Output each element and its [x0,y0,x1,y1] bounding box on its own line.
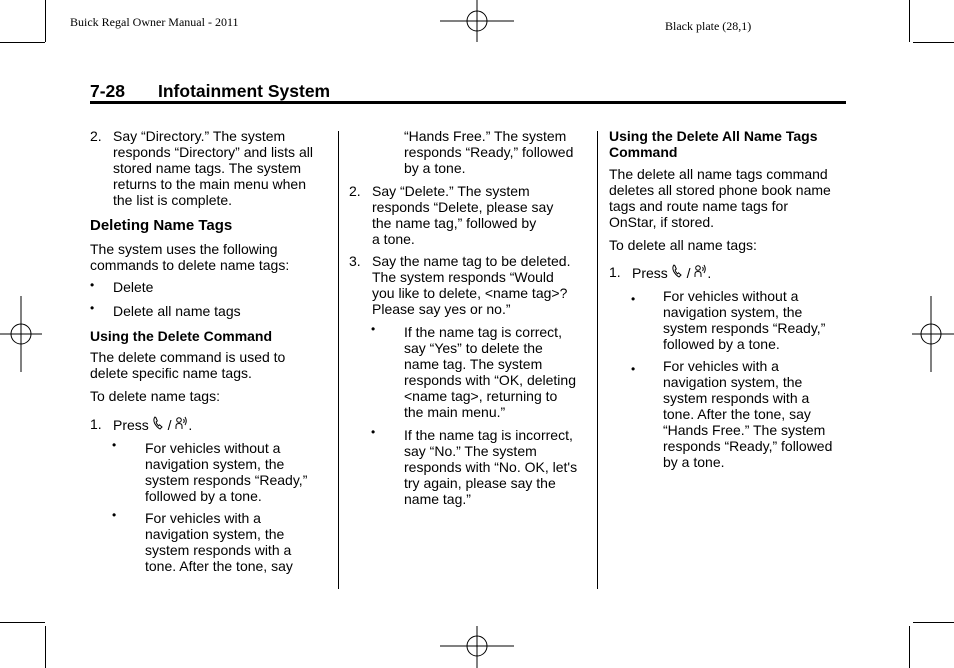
step-number: 3. [349,253,361,269]
bullet-dot: • [631,292,636,306]
step-text: Press / . [632,265,712,281]
registration-mark-right [909,296,954,372]
continued-text: “Hands Free.” The system responds “Ready,” followed by a tone. [404,128,574,176]
intro-paragraph: The system uses the following commands to delete name tags: [90,241,290,273]
paragraph: To delete name tags: [90,388,220,404]
registration-mark-top [440,0,516,42]
crop-mark [0,622,45,623]
crop-mark [909,626,910,668]
list-item: For vehicles with a navigation system, the system responds with a tone. After the tone, say “Hands Free.” The system responds “Ready,” followed by a tone. [663,358,833,470]
bullet-dot: • [112,508,117,522]
list-item: For vehicles without a navigation system, the system responds “Ready,” followed by a tone. [663,288,826,352]
section-title: Infotainment System [158,81,331,101]
list-item: Delete all name tags [113,303,241,319]
voice-icon [175,416,188,430]
bullet-dot: • [90,278,95,292]
bullet-dot: • [631,362,636,376]
bullet-dot: • [112,438,117,452]
crop-mark [0,42,45,43]
step-number: 2. [349,183,361,199]
section-heading: Deleting Name Tags [90,217,233,234]
crop-mark [909,0,910,42]
step-text: Say “Delete.” The system responds “Delete, please say the name tag,” followed by a tone. [372,183,554,247]
manual-title: Buick Regal Owner Manual - 2011 [70,15,239,29]
crop-mark [913,42,954,43]
phone-icon [153,416,164,430]
step-text: Say the name tag to be deleted. The system responds “Would you like to delete, <name tag>? Please say yes or no.” [372,253,571,317]
list-item: For vehicles with a navigation system, the system responds with a tone. After the tone, say [145,510,293,574]
column-divider [597,131,598,589]
registration-mark-bottom [440,626,516,668]
paragraph: The delete all name tags command deletes all stored phone book name tags and route name tags for OnStar, if stored. [609,166,831,230]
voice-icon [694,264,707,278]
paragraph: To delete all name tags: [609,237,757,253]
list-item: Delete [113,279,154,295]
list-item: If the name tag is correct, say “Yes” to delete the name tag. The system responds with “OK, deleting <name tag>, returning to the main menu.” [404,324,576,420]
sub-heading: Using the Delete All Name Tags Command [609,128,818,160]
crop-mark [45,0,46,42]
page-number: 7-28 [90,81,126,101]
list-item: For vehicles without a navigation system, the system responds “Ready,” followed by a tone. [145,440,308,504]
step-number: 2. [90,128,102,144]
step-text: Press / . [113,417,193,433]
step-number: 1. [90,416,102,432]
column-divider [338,131,339,589]
sub-heading: Using the Delete Command [90,328,273,344]
paragraph: The delete command is used to delete specific name tags. [90,349,286,381]
bullet-dot: • [371,425,376,439]
bullet-dot: • [90,301,95,315]
step-text: Say “Directory.” The system responds “Directory” and lists all stored name tags. The system returns to the main menu when the list is complete. [113,128,313,208]
crop-mark [913,622,954,623]
plate-label: Black plate (28,1) [665,19,752,33]
phone-icon [672,264,683,278]
step-number: 1. [609,264,621,280]
bullet-dot: • [371,322,376,336]
crop-mark [45,626,46,668]
registration-mark-left [0,296,45,372]
list-item: If the name tag is incorrect, say “No.” The system responds with “No. OK, let's try again, please say the name tag.” [404,427,578,507]
header-rule [90,101,846,104]
